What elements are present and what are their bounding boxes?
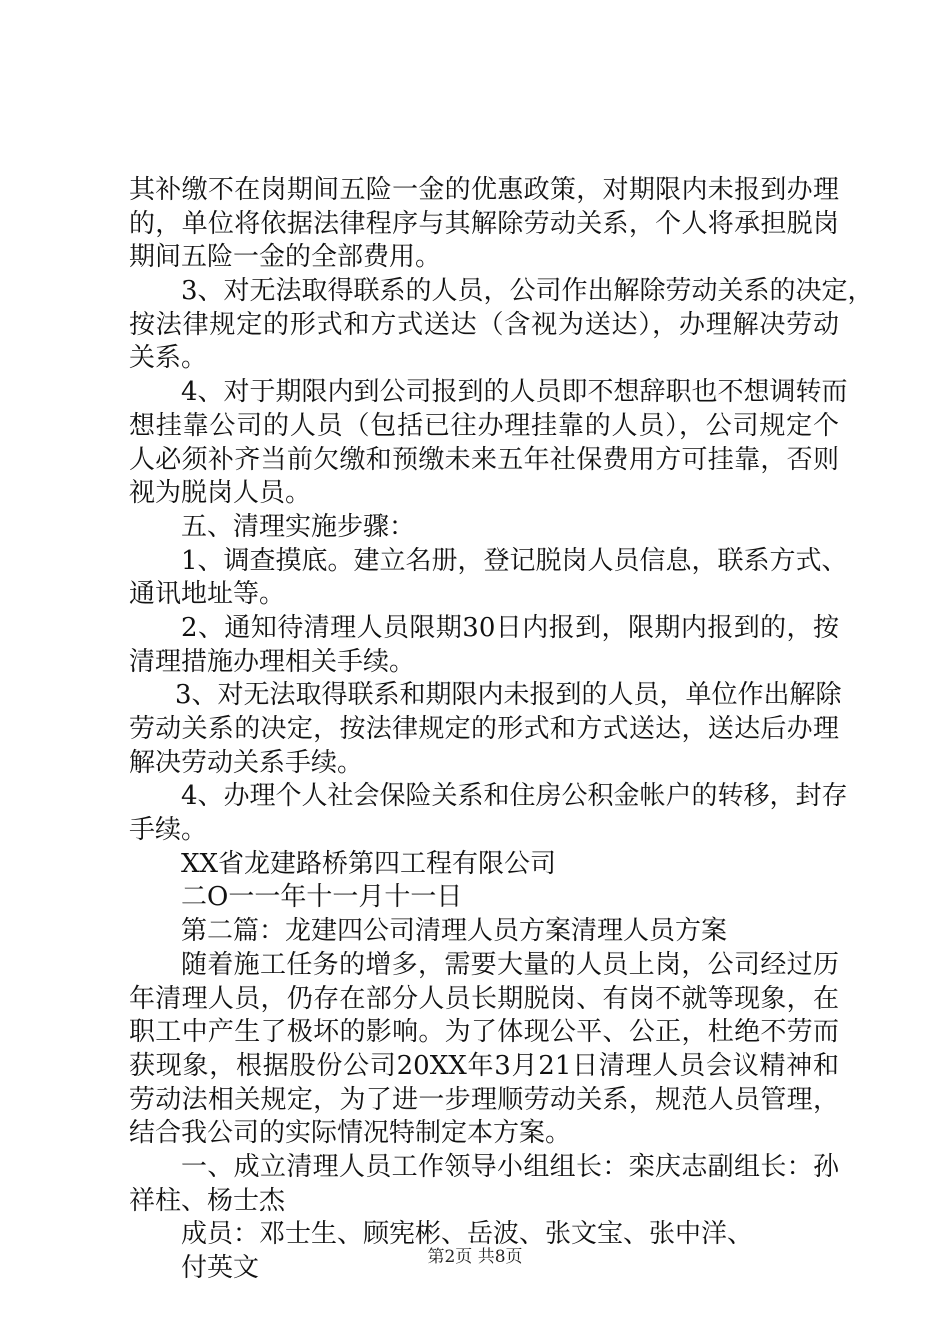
text-line: 清理措施办理相关手续。 bbox=[129, 646, 416, 677]
text-line: 结合我公司的实际情况特制定本方案。 bbox=[129, 1118, 572, 1149]
text-line: 按法律规定的形式和方式送达（含视为送达），办理解决劳动 bbox=[129, 309, 839, 340]
text-line: 获现象，根据股份公司20XX年3月21日清理人员会议精神和 bbox=[129, 1050, 839, 1081]
text-line: 通讯地址等。 bbox=[129, 579, 286, 610]
text-line: 4、对于期限内到公司报到的人员即不想辞职也不想调转而 bbox=[181, 377, 848, 408]
chapter-title: 第二篇：龙建四公司清理人员方案清理人员方案 bbox=[181, 916, 728, 947]
text-line: 关系。 bbox=[129, 343, 208, 374]
text-line: 期间五险一金的全部费用。 bbox=[129, 242, 442, 273]
document-body bbox=[129, 174, 874, 1286]
document-date: 二O一一年十一月十一日 bbox=[181, 882, 463, 913]
text-line: 3、对无法取得联系和期限内未报到的人员，单位作出解除 bbox=[175, 680, 842, 711]
text-line: 2、通知待清理人员限期30日内报到，限期内报到的，按 bbox=[181, 612, 839, 643]
text-line: 人必须补齐当前欠缴和预缴未来五年社保费用方可挂靠，否则 bbox=[129, 444, 839, 475]
text-line: 解决劳动关系手续。 bbox=[129, 747, 364, 778]
text-line: 付英文 bbox=[181, 1253, 260, 1283]
text-line: 视为脱岗人员。 bbox=[129, 478, 312, 509]
text-line: 职工中产生了极坏的影响。为了体现公平、公正，杜绝不劳而 bbox=[129, 1017, 839, 1048]
text-line: 劳动法相关规定，为了进一步理顺劳动关系，规范人员管理， bbox=[129, 1084, 839, 1115]
text-line: 1、调查摸底。建立名册，登记脱岗人员信息，联系方式、 bbox=[181, 545, 848, 576]
text-line: 祥柱、杨士杰 bbox=[129, 1185, 286, 1216]
page-number-footer: 第2页 共8页 bbox=[427, 1247, 523, 1267]
text-line: 一、成立清理人员工作领导小组组长：栾庆志副组长：孙 bbox=[181, 1151, 839, 1182]
text-line: 年清理人员，仍存在部分人员长期脱岗、有岗不就等现象，在 bbox=[129, 983, 839, 1014]
text-line: 4、办理个人社会保险关系和住房公积金帐户的转移，封存 bbox=[181, 781, 848, 812]
text-line: 的，单位将依据法律程序与其解除劳动关系，个人将承担脱岗 bbox=[129, 208, 839, 239]
text-line: 随着施工任务的增多，需要大量的人员上岗，公司经过历 bbox=[181, 949, 839, 980]
text-line: 手续。 bbox=[129, 815, 208, 846]
section-heading: 五、清理实施步骤： bbox=[181, 511, 416, 542]
text-line: 3、对无法取得联系的人员，公司作出解除劳动关系的决定， bbox=[181, 276, 874, 307]
text-line: 劳动关系的决定，按法律规定的形式和方式送达，送达后办理 bbox=[129, 714, 839, 744]
text-line: 其补缴不在岗期间五险一金的优惠政策，对期限内未报到办理 bbox=[129, 175, 839, 205]
company-name: XX省龙建路桥第四工程有限公司 bbox=[181, 848, 557, 879]
text-line: 成员：邓士生、顾宪彬、岳波、张文宝、张中洋、 bbox=[181, 1219, 754, 1250]
text-line: 想挂靠公司的人员（包括已往办理挂靠的人员），公司规定个 bbox=[129, 410, 839, 441]
